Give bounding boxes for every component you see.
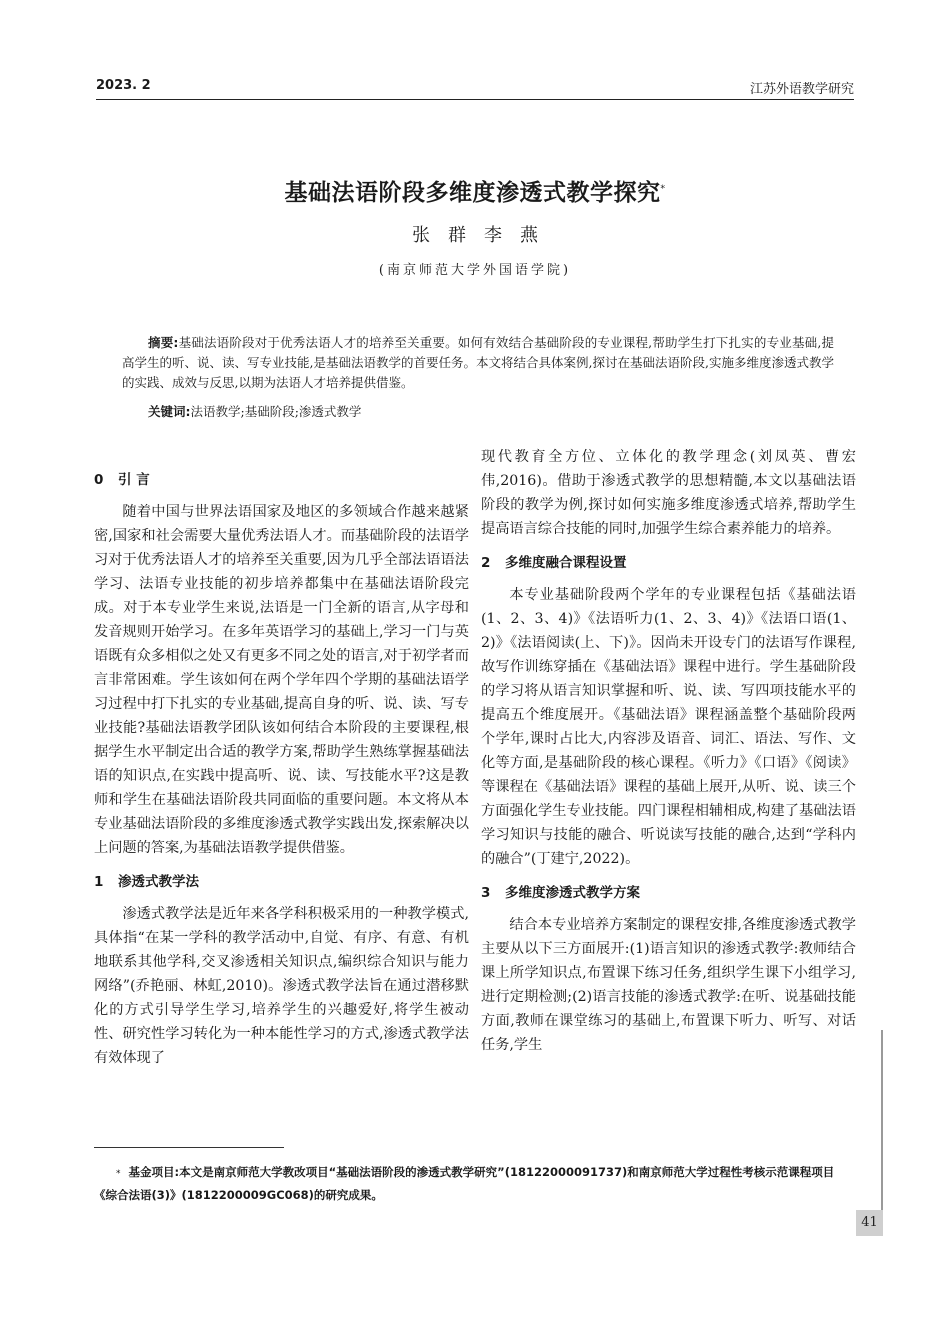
page-edge-bar [881, 1030, 883, 1210]
footnote [94, 1162, 856, 1206]
section-title: 渗透式教学法 [118, 874, 199, 890]
header-rule [96, 99, 854, 100]
abstract [122, 333, 834, 393]
keywords-text: 法语教学;基础阶段;渗透式教学 [190, 404, 362, 419]
section-title: 引 言 [118, 472, 150, 488]
journal-issue: 2023. 2 [96, 78, 151, 93]
footnote-text: 基金项目:本文是南京师范大学教改项目“基础法语阶段的渗透式教学研究”(18122000091737)和南京师范大学过程性考核示范课程项目《综合法语(3)》(1812200009GC068)的研究成果。 [94, 1165, 835, 1202]
paragraph: 渗透式教学法是近年来各学科积极采用的一种教学模式,具体指“在某一学科的教学活动中,自觉、有序、有意、有机地联系其他学科,交叉渗透相关知识点,编织综合知识与能力网络”(乔艳丽、林虹,2010)。渗透式教学法旨在通过潜移默化的方式引导学生学习,培养学生的兴趣爱好,将学生被动性、研究性学习转化为一种本能性学习的方式,渗透式教学法有效体现了 [94, 906, 469, 1066]
section-number: 1 [94, 874, 104, 890]
section-number: 0 [94, 472, 104, 488]
section-title: 多维度融合课程设置 [505, 555, 627, 571]
paper-affiliation: (南京师范大学外国语学院) [378, 263, 572, 278]
page-number: 41 [856, 1210, 883, 1236]
paper-title [0, 174, 950, 207]
section-number: 2 [481, 555, 491, 571]
paragraph-continued: 现代教育全方位、立体化的教学理念(刘凤英、曹宏伟,2016)。借助于渗透式教学的思想精髓,本文以基础法语阶段的教学为例,探讨如何实施多维度渗透式培养,帮助学生提高语言综合技能的同时,加强学生综合素养能力的培养。 [481, 449, 856, 537]
paper-authors: 张群李燕 [412, 225, 556, 246]
footnote-mark: * [116, 1169, 121, 1179]
left-column [94, 458, 469, 1070]
journal-name: 江苏外语教学研究 [749, 82, 854, 97]
paper-title-text: 基础法语阶段多维度渗透式教学探究 [284, 179, 661, 206]
keywords-label: 关键词: [148, 404, 191, 419]
paragraph: 结合本专业培养方案制定的课程安排,各维度渗透式教学主要从以下三方面展开:(1)语言知识的渗透式教学:教师结合课上所学知识点,布置课下练习任务,组织学生课下小组学习,进行定期检测;(2)语言技能的渗透式教学:在听、说基础技能方面,教师在课堂练习的基础上,布置课下听力、听写、对话任务,学生 [481, 917, 856, 1053]
section-title: 多维度渗透式教学方案 [505, 885, 640, 901]
footnote-rule [94, 1147, 284, 1148]
section-heading-2 [481, 551, 856, 575]
abstract-text: 基础法语阶段对于优秀法语人才的培养至关重要。如何有效结合基础阶段的专业课程,帮助学生打下扎实的专业基础,提高学生的听、说、读、写专业技能,是基础法语教学的首要任务。本文将结合具体案例,探讨在基础法语阶段,实施多维度渗透式教学的实践、成效与反思,以期为法语人才培养提供借鉴。 [122, 335, 835, 390]
right-column [481, 445, 856, 1057]
section-heading-0 [94, 468, 469, 492]
paragraph: 本专业基础阶段两个学年的专业课程包括《基础法语(1、2、3、4)》《法语听力(1、2、3、4)》《法语口语(1、2)》《法语阅读(上、下)》。因尚未开设专门的法语写作课程,故写作训练穿插在《基础法语》课程中进行。学生基础阶段的学习将从语言知识掌握和听、说、读、写四项技能水平的提高五个维度展开。《基础法语》课程涵盖整个基础阶段两个学年,课时占比大,内容涉及语音、词汇、语法、写作、文化等方面,是基础阶段的核心课程。《听力》《口语》《阅读》等课程在《基础法语》课程的基础上展开,从听、说、读三个方面强化学生专业技能。四门课程相辅相成,构建了基础法语学习知识与技能的融合、听说读写技能的融合,达到“学科内的融合”(丁建宁,2022)。 [481, 587, 856, 867]
section-number: 3 [481, 885, 491, 901]
abstract-label: 摘要: [148, 335, 179, 350]
title-footnote-mark: * [660, 184, 666, 195]
paragraph: 随着中国与世界法语国家及地区的多领域合作越来越紧密,国家和社会需要大量优秀法语人才。而基础阶段的法语学习对于优秀法语人才的培养至关重要,因为几乎全部法语语法学习、法语专业技能的初步培养都集中在基础法语阶段完成。对于本专业学生来说,法语是一门全新的语言,从字母和发音规则开始学习。在多年英语学习的基础上,学习一门与英语既有众多相似之处又有更多不同之处的语言,对于初学者而言非常困难。学生该如何在两个学年四个学期的基础法语学习过程中打下扎实的专业基础,提高自身的听、说、读、写专业技能?基础法语教学团队该如何结合本阶段的主要课程,根据学生水平制定出合适的教学方案,帮助学生熟练掌握基础法语的知识点,在实践中提高听、说、读、写技能水平?这是教师和学生在基础法语阶段共同面临的重要问题。本文将从本专业基础法语阶段的多维度渗透式教学实践出发,探索解决以上问题的答案,为基础法语教学提供借鉴。 [94, 504, 469, 856]
keywords [148, 402, 361, 422]
section-heading-1 [94, 870, 469, 894]
section-heading-3 [481, 881, 856, 905]
